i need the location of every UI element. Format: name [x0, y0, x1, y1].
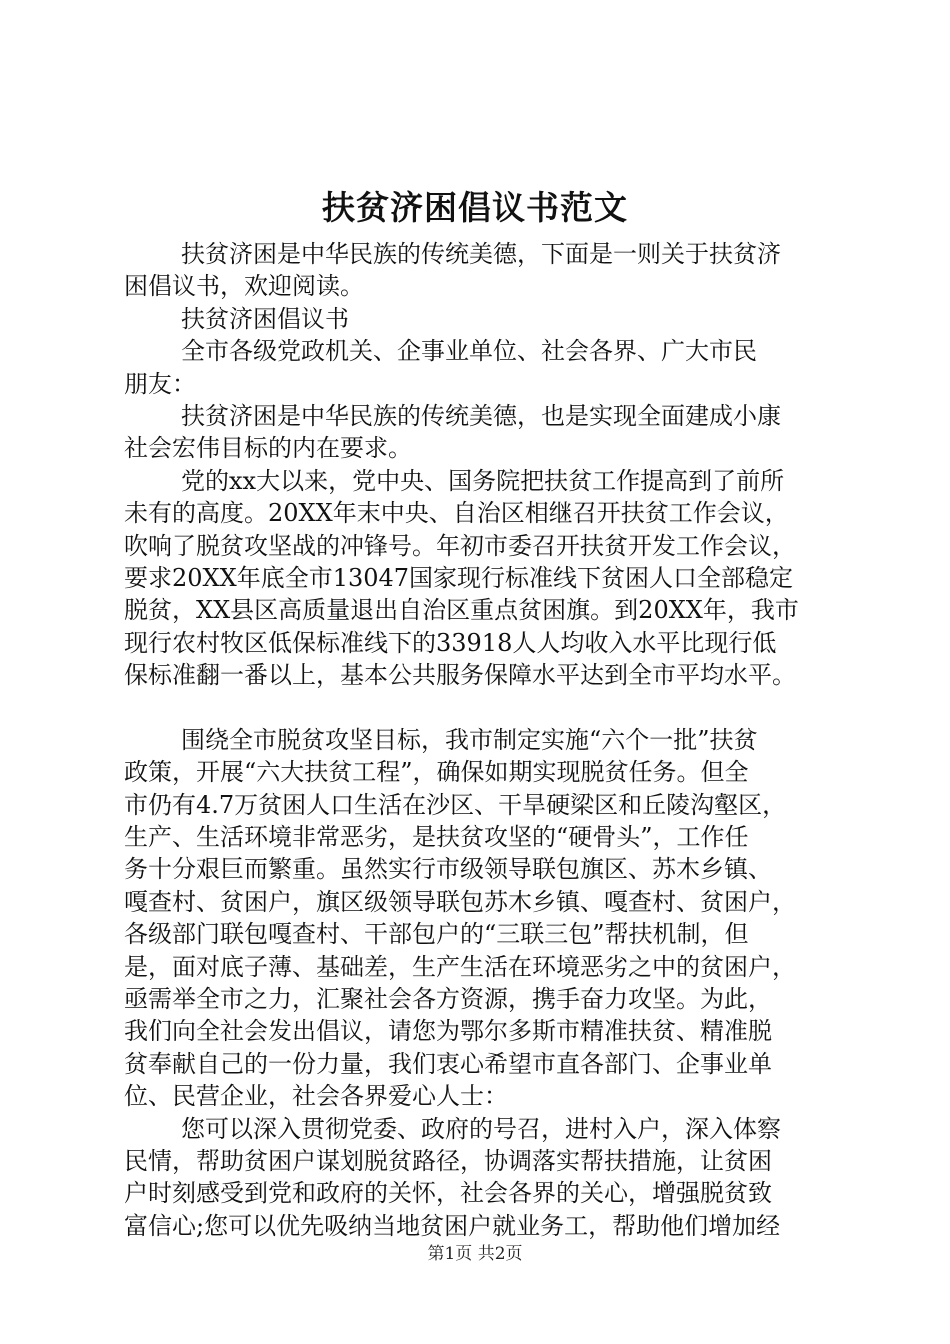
document-title: 扶贫济困倡议书范文 [322, 188, 628, 227]
page-number-footer: 第1页 共2页 [427, 1244, 523, 1264]
body-paragraph: 您可以深入贯彻党委、政府的号召，进村入户，深入体察 民情，帮助贫困户谋划脱贫路径，协调落实帮扶措施，让贫困 户时刻感受到党和政府的关怀，社会各界的关心，增强脱贫致 富信心;您可以优先吸纳当地贫困户就业务工，帮助他们增加经 [124, 1114, 781, 1240]
body-paragraph: 围绕全市脱贫攻坚目标，我市制定实施“六个一批”扶贫 政策，开展“六大扶贫工程”，确保如期实现脱贫任务。但全 市仍有4.7万贫困人口生活在沙区、干旱硬梁区和丘陵沟壑区， 生产、生活环境非常恶劣，是扶贫攻坚的“硬骨头”，工作任 务十分艰巨而繁重。虽然实行市级领导联包旗区、苏木乡镇、 嘎查村、贫困户，旗区级领导联包苏木乡镇、嘎查村、贫困户， 各级部门联包嘎查村、干部包户的“三联三包”帮扶机制，但 是，面对底子薄、基础差，生产生活在环境恶劣之中的贫困户， 亟需举全市之力，汇聚社会各方资源，携手奋力攻坚。为此， 我们向全社会发出倡议，请您为鄂尔多斯市精准扶贫、精准脱 贫奉献自己的一份力量，我们衷心希望市直各部门、企事业单 位、民营企业，社会各界爱心人士： [124, 725, 796, 1111]
body-paragraph: 扶贫济困是中华民族的传统美德，也是实现全面建成小康 社会宏伟目标的内在要求。 [124, 402, 781, 463]
paragraph-spacer [124, 692, 854, 724]
body-paragraph: 党的xx大以来，党中央、国务院把扶贫工作提高到了前所 未有的高度。20XX年末中央、自治区相继召开扶贫工作会议， 吹响了脱贫攻坚战的冲锋号。年初市委召开扶贫开发工作会议， 要求20XX年底全市13047国家现行标准线下贫困人口全部稳定 脱贫，XX县区高质量退出自治区重点贫困旗。到20XX年，我市 现行农村牧区低保标准线下的33918人人均收入水平比现行低 保标准翻一番以上，基本公共服务保障水平达到全市平均水平。 [124, 466, 799, 690]
salutation: 全市各级党政机关、企事业单位、社会各界、广大市民 朋友： [124, 337, 757, 398]
document-body [124, 238, 854, 1242]
intro-paragraph: 扶贫济困是中华民族的传统美德，下面是一则关于扶贫济 困倡议书，欢迎阅读。 [124, 240, 781, 301]
proposal-heading: 扶贫济困倡议书 [181, 304, 349, 333]
